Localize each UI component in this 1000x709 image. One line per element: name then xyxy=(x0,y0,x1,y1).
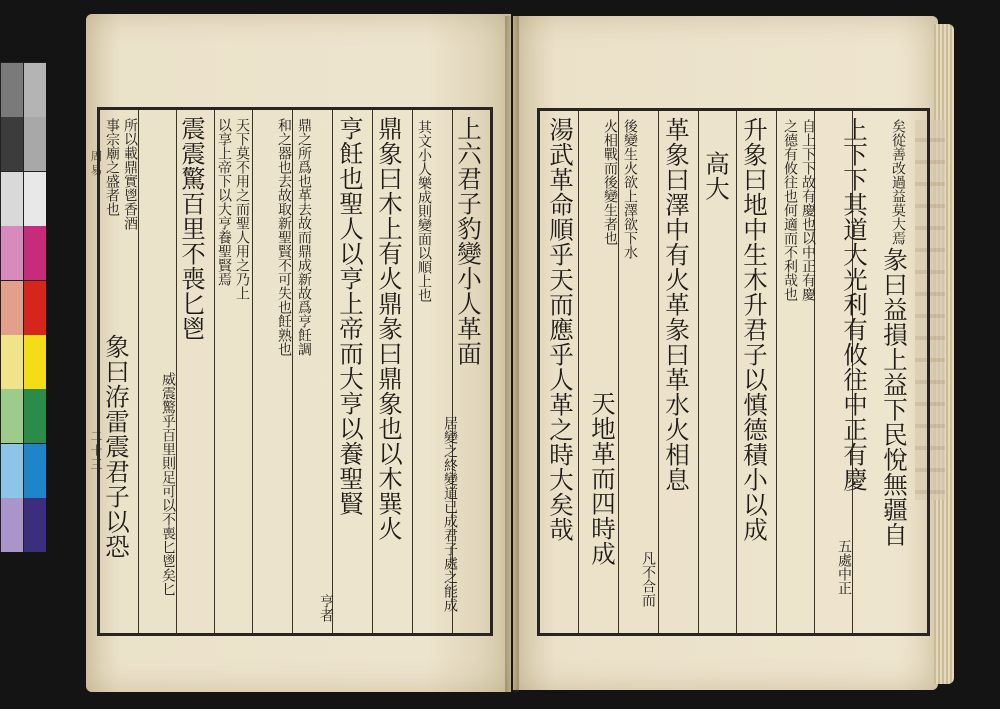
commentary-column: 矣從善改過益莫大焉 xyxy=(890,119,906,245)
column-rule xyxy=(412,110,413,633)
color-chip xyxy=(1,117,23,171)
color-chip xyxy=(1,226,23,280)
commentary-column: 和之器也去故取新聖賢不可失也飪熟也 xyxy=(276,118,292,356)
margin-folio: 二十三 xyxy=(89,430,103,472)
margin-title: 周易 xyxy=(89,150,103,178)
commentary-column: 事宗廟之盛者也 xyxy=(104,118,120,216)
commentary-column: 火相戰而後變生者也 xyxy=(602,119,618,245)
commentary-column: 鼎之所爲也革去故而鼎成新故爲亨飪調 xyxy=(296,118,312,356)
column-rule xyxy=(214,110,215,633)
commentary-column: 亨者 xyxy=(318,594,334,622)
color-chip xyxy=(24,335,46,389)
column-rule xyxy=(776,111,777,633)
color-chip xyxy=(24,498,46,552)
text-column: 上下下其道大光利有攸往中正有慶 xyxy=(840,117,869,492)
commentary-column: 之德有攸往也何適而不利哉也 xyxy=(782,119,798,301)
text-column: 革象曰澤中有火革彖曰革水火相息 xyxy=(662,117,691,492)
column-rule xyxy=(618,111,619,633)
color-chip xyxy=(1,498,23,552)
commentary-column: 其文小人樂成則變面以順上也 xyxy=(416,120,432,302)
color-chip xyxy=(24,389,46,443)
color-chip xyxy=(24,226,46,280)
text-column: 湯武革命順乎天而應乎人革之時大矣哉 xyxy=(546,117,575,542)
commentary-column: 後變生火欲上澤欲下水 xyxy=(622,119,638,259)
column-rule xyxy=(332,110,333,633)
column-rule xyxy=(698,111,699,633)
commentary-column: 天下莫不用之而聖人用之乃上 xyxy=(234,118,250,300)
column-rule xyxy=(138,110,139,633)
color-chip xyxy=(1,444,23,498)
color-chip xyxy=(24,444,46,498)
book-gutter xyxy=(505,16,519,692)
color-chip xyxy=(1,389,23,443)
color-chip xyxy=(1,281,23,335)
color-chip xyxy=(24,117,46,171)
commentary-column: 所以載鼎實鬯香酒 xyxy=(122,118,138,230)
commentary-column: 威震驚乎百里則足可以不喪匕鬯矣匕 xyxy=(160,372,176,596)
commentary-column: 自上下下故有慶也以中正有慶 xyxy=(800,119,816,301)
left-text-frame xyxy=(97,107,493,636)
commentary-column: 五處中正 xyxy=(836,539,852,595)
text-column: 鼎象曰木上有火鼎彖曰鼎象也以木巽火 xyxy=(375,116,404,541)
text-column: 彖曰益損上益下民悅無疆自 xyxy=(880,247,909,547)
column-rule xyxy=(252,110,253,633)
text-column: 上六君子豹變小人革面 xyxy=(454,116,483,366)
color-chip xyxy=(24,63,46,117)
commentary-column: 以享上帝下以大亨養聖賢焉 xyxy=(216,118,232,286)
column-rule xyxy=(578,111,579,633)
color-chip xyxy=(1,335,23,389)
text-column: 升象曰地中生木升君子以慎德積小以成 xyxy=(740,117,769,542)
text-column: 震震驚百里不喪匕鬯 xyxy=(178,116,207,341)
commentary-column: 居變之終變道已成君子處之能成 xyxy=(442,416,458,612)
text-column: 天地革而四時成 xyxy=(588,391,617,566)
text-column: 亨飪也聖人以亨上帝而大亨以養聖賢 xyxy=(336,116,365,516)
column-rule xyxy=(736,111,737,633)
column-rule xyxy=(176,110,177,633)
color-chip xyxy=(24,281,46,335)
right-text-frame xyxy=(537,108,930,636)
color-checker xyxy=(0,62,46,552)
commentary-column: 凡不合而 xyxy=(640,551,656,607)
color-chip xyxy=(24,172,46,226)
column-rule xyxy=(658,111,659,633)
text-column: 象曰洊雷震君子以恐 xyxy=(102,334,131,559)
color-chip xyxy=(1,63,23,117)
text-column: 高大 xyxy=(702,151,731,201)
column-rule xyxy=(292,110,293,633)
color-chip xyxy=(1,172,23,226)
column-rule xyxy=(372,110,373,633)
